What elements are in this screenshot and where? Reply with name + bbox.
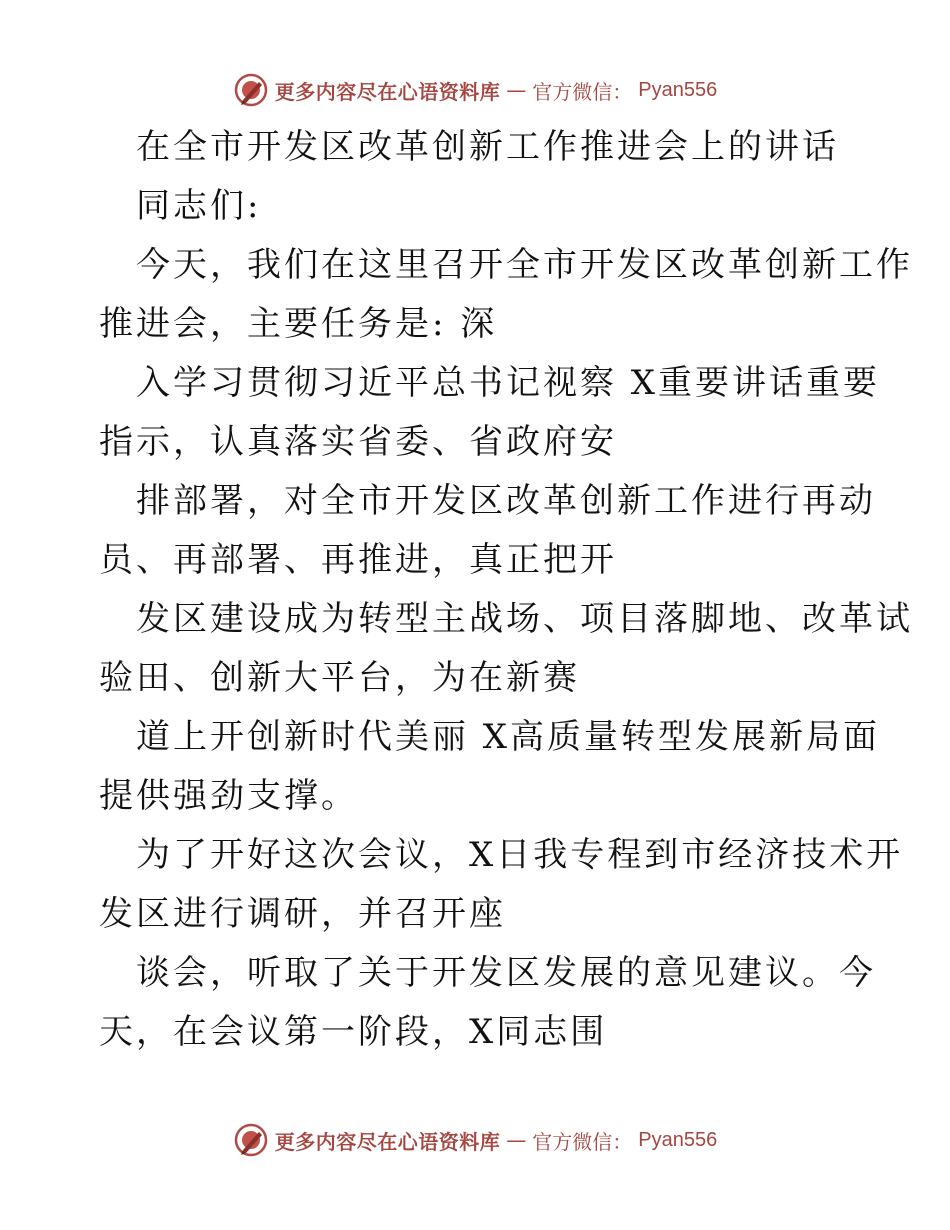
paragraph-line: 推进会，主要任务是: 深	[99, 304, 498, 344]
watermark-text: 更多内容尽在心语资料库	[274, 79, 501, 104]
paragraph-line: 发区建设成为转型主战场、项目落脚地、改革试	[136, 599, 913, 639]
paragraph-line: 为了开好这次会议，X日我专程到市经济技术开	[136, 835, 904, 875]
paragraph-line: 指示，认真落实省委、省政府安	[99, 422, 617, 462]
paragraph-line: 发区进行调研，并召开座	[99, 894, 506, 934]
watermark-wechat-id: Pyan556	[638, 1128, 718, 1151]
paragraph-line: 员、再部署、再推进，真正把开	[99, 540, 617, 580]
header-watermark	[0, 70, 950, 110]
paragraph-line: 验田、创新大平台，为在新赛	[99, 658, 580, 698]
watermark-dash: —	[506, 1128, 527, 1152]
paragraph-line: 天，在会议第一阶段，X同志围	[99, 1012, 608, 1052]
watermark-wechat-label: 官方微信：	[532, 1129, 633, 1154]
paragraph-line: 提供强劲支撑。	[99, 776, 358, 816]
watermark-wechat-label: 官方微信：	[532, 79, 633, 104]
pen-logo-icon	[233, 1122, 269, 1158]
watermark-dash: —	[506, 78, 527, 102]
salutation: 同志们:	[136, 186, 262, 226]
paragraph-line: 排部署，对全市开发区改革创新工作进行再动	[136, 481, 876, 521]
paragraph-line: 道上开创新时代美丽 X高质量转型发展新局面	[136, 717, 881, 757]
watermark-text: 更多内容尽在心语资料库	[274, 1129, 501, 1154]
watermark-wechat-id: Pyan556	[638, 78, 718, 101]
paragraph-line: 谈会，听取了关于开发区发展的意见建议。今	[136, 953, 876, 993]
paragraph-line: 入学习贯彻习近平总书记视察 X重要讲话重要	[136, 363, 881, 403]
pen-logo-icon	[233, 72, 269, 108]
footer-watermark	[0, 1120, 950, 1160]
paragraph-line: 今天，我们在这里召开全市开发区改革创新工作	[136, 245, 913, 285]
document-title: 在全市开发区改革创新工作推进会上的讲话	[136, 127, 839, 167]
